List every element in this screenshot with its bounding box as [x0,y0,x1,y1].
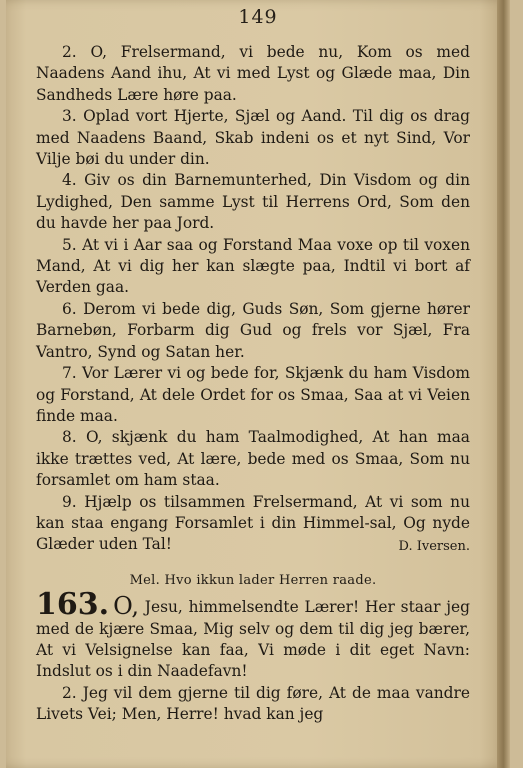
verse-5 [36,235,470,299]
melody-line: Mel. Hvo ikkun lader Herren raade. [129,572,377,588]
verse-number: 6. [62,299,77,318]
verse-text: At vi i Aar saa og Forstand Maa voxe op til voxen Mand, At vi dig her kan slægte paa, Indtil vi bort af Verden gaa. [36,235,470,297]
page-number: 149 [238,6,278,28]
verse-text: O, Frelsermand, vi bede nu, Kom os med Naadens Aand ihu, At vi med Lyst og Glæde maa, Din Sandheds Lære høre paa. [36,43,470,104]
verse-number: 2. [62,43,77,61]
verse-text: Jeg vil dem gjerne til dig føre, At de maa vandre Livets Vei; Men, Herre! hvad kan jeg [36,683,470,724]
verse-number: 7. [62,364,77,383]
verse-3 [36,106,470,170]
verse-number: 3. [62,107,77,126]
verse-number: 5. [62,235,77,254]
page-edge-shadow [497,0,510,768]
verse-2 [36,42,470,106]
verse-text: Vor Lærer vi og bede for, Skjænk du ham Visdom og Forstand, At dele Ordet for os Smaa, Saa at vi Veien finde maa. [36,364,470,425]
verse-8 [36,427,470,491]
verse-4 [36,170,470,234]
verse-text: Derom vi bede dig, Guds Søn, Som gjerne hører Barnebøn, Forbarm dig Gud og frels vor Sjæl, Fra Vantro, Synd og Satan her. [36,299,470,361]
verse-number: 2. [62,683,77,702]
verse-text: Giv os din Barnemunterhed, Din Visdom og din Lydighed, Den samme Lyst til Herrens Ord, Som den du havde her paa Jord. [36,171,470,233]
hymn-number: 163. [36,587,110,623]
verse-6 [36,299,470,363]
book-page [6,0,510,768]
verse-number: 4. [62,171,77,190]
verse-text: Oplad vort Hjerte, Sjæl og Aand. Til dig os drag med Naadens Baand, Skab indeni os et nyt Sind, Vor Vilje bøi du under din. [36,107,470,169]
verse-number: 8. [62,428,77,447]
verse-7 [36,363,470,427]
hymn-163-verse-1 [36,587,470,683]
verse-text: O, skjænk du ham Taalmodighed, At han maa ikke trættes ved, At lære, bede med os Smaa, Som nu forsamlet om ham staa. [36,428,470,490]
author-signature: D. Iversen. [398,539,470,555]
verse-text: Jesu, himmelsendte Lærer! Her staar jeg med de kjære Smaa, Mig selv og dem til dig jeg bærer, At vi Velsignelse kan faa, Vi møde i dit eget Navn: Indslut os i din Naadefavn! [36,598,470,681]
hymn-initial: O, [113,592,139,621]
hymn-text [36,42,470,726]
verse-9 [36,492,470,556]
verse-number: 9. [62,492,77,511]
verse-text: Hjælp os tilsammen Frelsermand, At vi som nu kan staa engang Forsamlet i din Himmel-sal, Og nyde Glæder uden Tal! [36,492,470,554]
hymn-163-verse-2 [36,683,470,726]
